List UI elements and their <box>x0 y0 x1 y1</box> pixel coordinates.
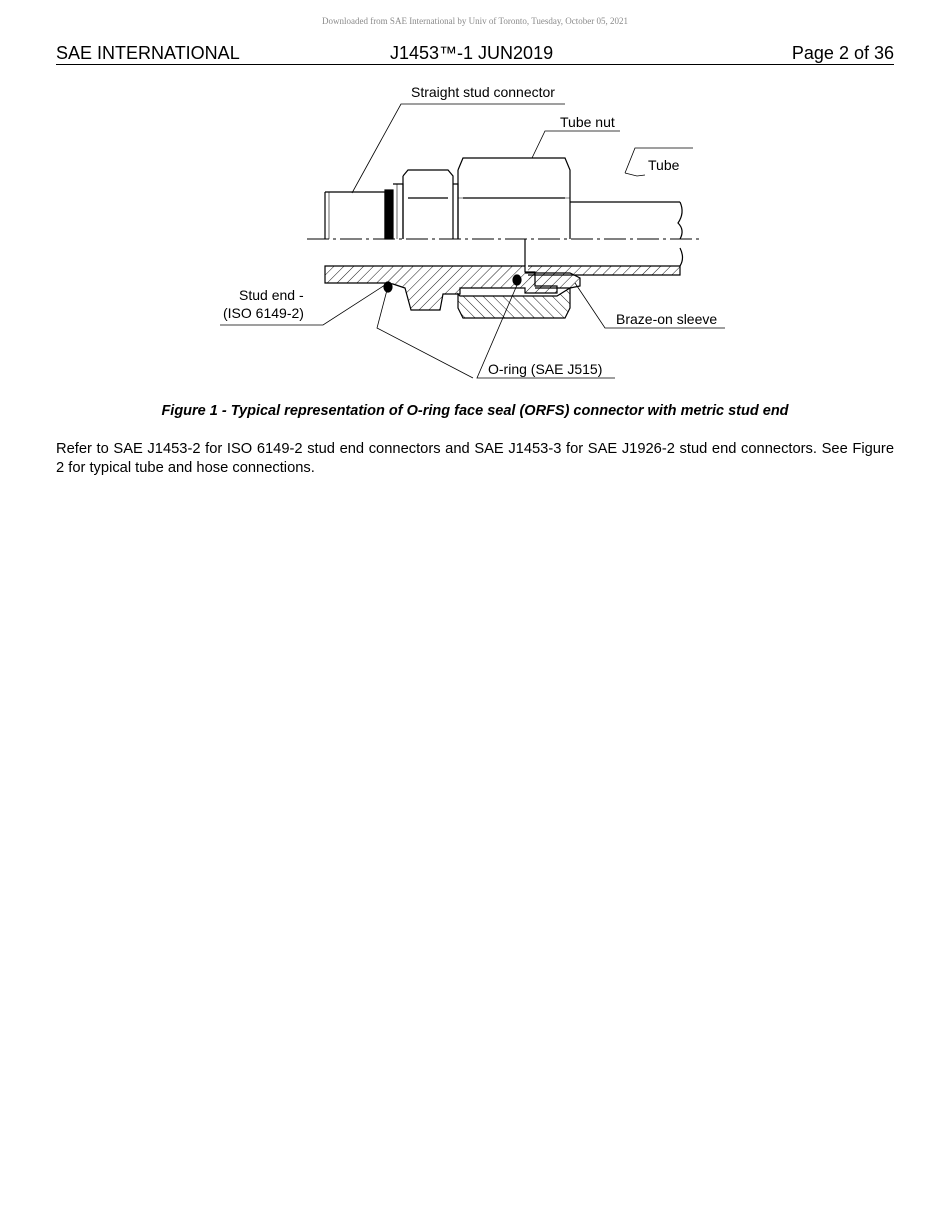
header-publisher: SAE INTERNATIONAL <box>56 43 240 63</box>
label-straight-stud-connector: Straight stud connector <box>411 84 555 100</box>
label-tube: Tube <box>648 157 680 173</box>
download-watermark: Downloaded from SAE International by Univ of Toronto, Tuesday, October 05, 2021 <box>321 16 629 26</box>
figure-caption: Figure 1 - Typical representation of O-ring face seal (ORFS) connector with metric stud end <box>161 403 789 419</box>
label-stud-end-standard: (ISO 6149-2) <box>223 305 304 321</box>
label-stud-end: Stud end - <box>239 287 304 303</box>
label-tube-nut: Tube nut <box>560 114 615 130</box>
connector-cross-section-drawing <box>215 78 735 388</box>
header-document-id: J1453™-1 JUN2019 <box>390 43 554 63</box>
label-o-ring: O-ring (SAE J515) <box>488 361 603 377</box>
header-page-number: Page 2 of 36 <box>791 43 894 63</box>
figure-1-connector-drawing <box>215 78 735 388</box>
page-header <box>56 43 894 65</box>
body-paragraph: Refer to SAE J1453-2 for ISO 6149-2 stud end connectors and SAE J1453-3 for SAE J1926-2 stud end connectors. See Figure 2 for typical tube and hose connections. <box>56 441 894 476</box>
label-braze-on-sleeve: Braze-on sleeve <box>616 311 718 327</box>
